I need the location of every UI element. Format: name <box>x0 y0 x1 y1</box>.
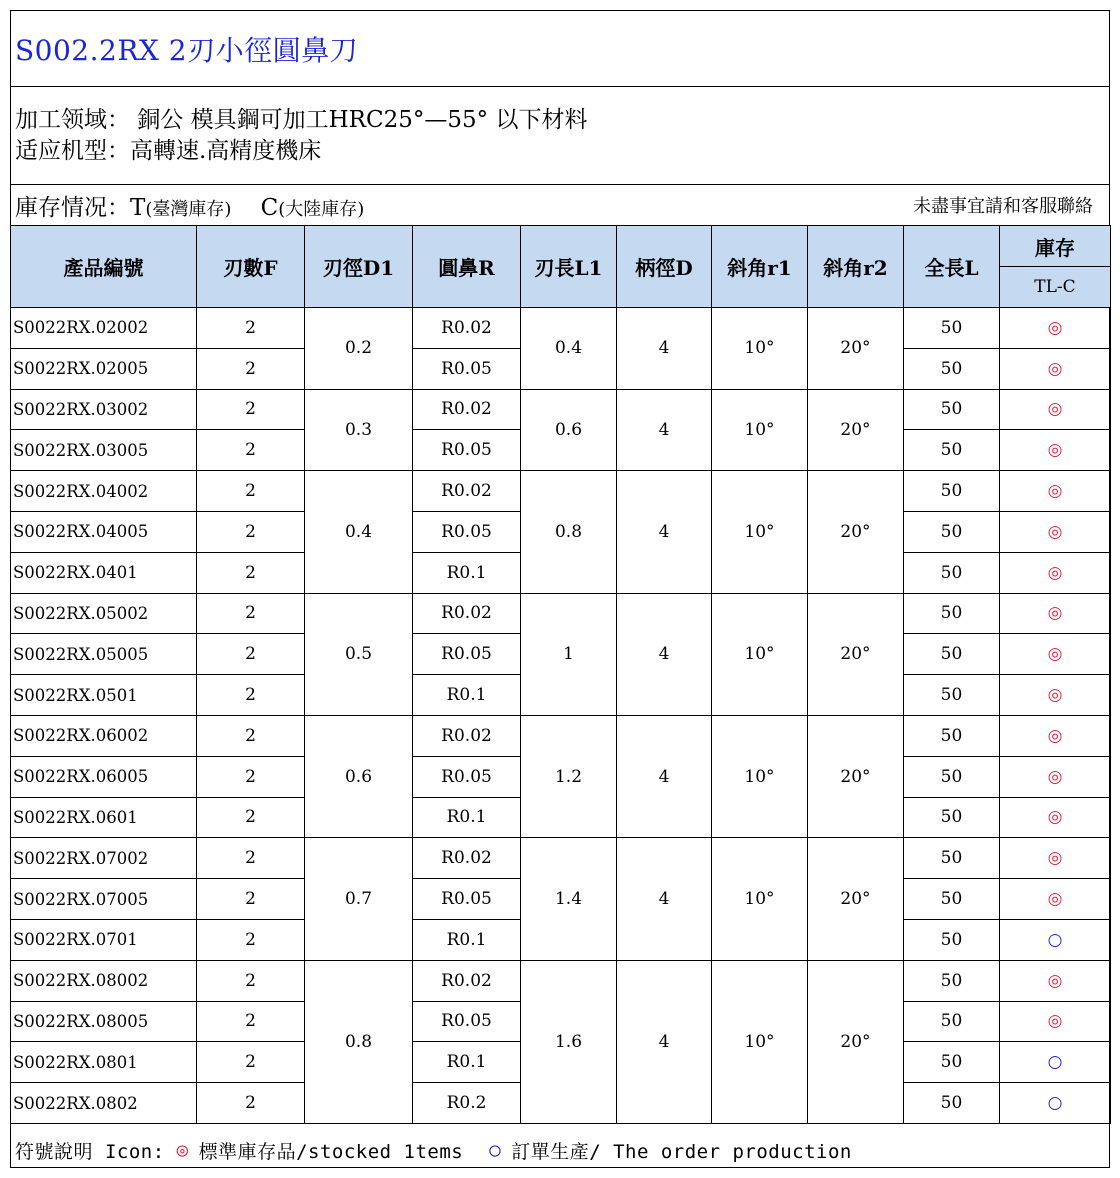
cell-flutes: 2 <box>197 756 305 797</box>
cell-code: S0022RX.07005 <box>11 879 197 920</box>
cell-radius: R0.02 <box>413 593 521 634</box>
cell-r2: 20° <box>808 838 904 960</box>
cell-l1: 1.6 <box>521 960 617 1123</box>
cell-l1: 0.8 <box>521 471 617 593</box>
cell-length: 50 <box>904 471 1000 512</box>
cell-r2: 20° <box>808 308 904 390</box>
cell-radius: R0.1 <box>413 1042 521 1083</box>
cell-code: S0022RX.02002 <box>11 308 197 349</box>
cell-radius: R0.02 <box>413 389 521 430</box>
header-stock: 庫存 <box>1000 226 1111 267</box>
stock-c-note: (大陸庫存) <box>278 198 365 220</box>
stocked-icon: ◎ <box>1000 634 1111 675</box>
cell-r1: 10° <box>712 593 808 715</box>
cell-length: 50 <box>904 389 1000 430</box>
cell-l1: 0.6 <box>521 389 617 471</box>
cell-shank: 4 <box>617 838 712 960</box>
cell-radius: R0.05 <box>413 756 521 797</box>
cell-flutes: 2 <box>197 960 305 1001</box>
legend-order-text: 訂單生產/ The order production <box>511 1140 852 1163</box>
cell-flutes: 2 <box>197 1083 305 1124</box>
cell-d1: 0.6 <box>305 715 413 837</box>
cell-flutes: 2 <box>197 634 305 675</box>
cell-code: S0022RX.05005 <box>11 634 197 675</box>
stocked-icon: ◎ <box>1000 960 1111 1001</box>
cell-radius: R0.02 <box>413 715 521 756</box>
order-icon: ○ <box>1000 1042 1111 1083</box>
cell-l1: 1.2 <box>521 715 617 837</box>
stocked-icon: ◎ <box>1000 552 1111 593</box>
cell-length: 50 <box>904 634 1000 675</box>
cell-r1: 10° <box>712 471 808 593</box>
cell-flutes: 2 <box>197 879 305 920</box>
cell-code: S0022RX.04005 <box>11 511 197 552</box>
cell-radius: R0.05 <box>413 511 521 552</box>
cell-flutes: 2 <box>197 1042 305 1083</box>
stocked-icon: ◎ <box>1000 471 1111 512</box>
cell-code: S0022RX.0601 <box>11 797 197 838</box>
stock-label: 庫存情况：T <box>15 194 146 221</box>
cell-d1: 0.3 <box>305 389 413 471</box>
header-d1: 刃徑D1 <box>305 226 413 308</box>
cell-code: S0022RX.0401 <box>11 552 197 593</box>
cell-code: S0022RX.0501 <box>11 675 197 716</box>
cell-r1: 10° <box>712 838 808 960</box>
header-r1: 斜角r1 <box>712 226 808 308</box>
cell-radius: R0.02 <box>413 308 521 349</box>
cell-shank: 4 <box>617 389 712 471</box>
cell-l1: 0.4 <box>521 308 617 390</box>
cell-flutes: 2 <box>197 552 305 593</box>
cell-code: S0022RX.03002 <box>11 389 197 430</box>
spec-table <box>10 225 1111 1124</box>
cell-length: 50 <box>904 797 1000 838</box>
cell-flutes: 2 <box>197 471 305 512</box>
cell-length: 50 <box>904 1042 1000 1083</box>
info-section <box>11 87 1109 185</box>
cell-radius: R0.02 <box>413 838 521 879</box>
cell-flutes: 2 <box>197 348 305 389</box>
cell-length: 50 <box>904 838 1000 879</box>
cell-r2: 20° <box>808 715 904 837</box>
table-row <box>11 593 1111 634</box>
cell-l1: 1.4 <box>521 838 617 960</box>
cell-length: 50 <box>904 1083 1000 1124</box>
order-icon: ○ <box>1000 1083 1111 1124</box>
cell-length: 50 <box>904 552 1000 593</box>
cell-radius: R0.05 <box>413 1001 521 1042</box>
cell-flutes: 2 <box>197 593 305 634</box>
legend-label: 符號說明 Icon: <box>15 1140 165 1163</box>
cell-r2: 20° <box>808 960 904 1123</box>
cell-length: 50 <box>904 675 1000 716</box>
cell-code: S0022RX.06005 <box>11 756 197 797</box>
cell-r2: 20° <box>808 389 904 471</box>
header-d: 柄徑D <box>617 226 712 308</box>
info-application: 加工领域： 銅公 模具鋼可加工HRC25°—55° 以下材料 <box>15 107 588 133</box>
cell-flutes: 2 <box>197 838 305 879</box>
cell-flutes: 2 <box>197 430 305 471</box>
cell-radius: R0.05 <box>413 879 521 920</box>
cell-length: 50 <box>904 348 1000 389</box>
contact-note: 未盡事宜請和客服聯絡 <box>913 196 1093 217</box>
cell-length: 50 <box>904 430 1000 471</box>
cell-shank: 4 <box>617 471 712 593</box>
cell-radius: R0.2 <box>413 1083 521 1124</box>
cell-flutes: 2 <box>197 919 305 960</box>
stocked-icon: ◎ <box>1000 1001 1111 1042</box>
stocked-icon: ◎ <box>1000 511 1111 552</box>
stocked-icon: ◎ <box>1000 756 1111 797</box>
cell-radius: R0.05 <box>413 348 521 389</box>
cell-d1: 0.4 <box>305 471 413 593</box>
cell-length: 50 <box>904 756 1000 797</box>
header-r: 圓鼻R <box>413 226 521 308</box>
stock-status <box>15 189 364 222</box>
table-row <box>11 308 1111 349</box>
stocked-icon: ◎ <box>1000 838 1111 879</box>
cell-length: 50 <box>904 919 1000 960</box>
cell-flutes: 2 <box>197 715 305 756</box>
cell-radius: R0.05 <box>413 634 521 675</box>
cell-length: 50 <box>904 593 1000 634</box>
cell-length: 50 <box>904 308 1000 349</box>
stocked-icon: ◎ <box>1000 308 1111 349</box>
cell-radius: R0.1 <box>413 919 521 960</box>
cell-code: S0022RX.04002 <box>11 471 197 512</box>
stocked-icon: ◎ <box>176 1139 189 1161</box>
cell-d1: 0.8 <box>305 960 413 1123</box>
table-row <box>11 389 1111 430</box>
cell-radius: R0.02 <box>413 471 521 512</box>
title-bar <box>11 11 1109 87</box>
cell-d1: 0.2 <box>305 308 413 390</box>
stocked-icon: ◎ <box>1000 879 1111 920</box>
stocked-icon: ◎ <box>1000 348 1111 389</box>
order-icon: ○ <box>1000 919 1111 960</box>
legend-stocked-text: 標準庫存品/stocked 1tems <box>198 1140 464 1163</box>
cell-code: S0022RX.0801 <box>11 1042 197 1083</box>
stocked-icon: ◎ <box>1000 430 1111 471</box>
header-l: 全長L <box>904 226 1000 308</box>
cell-flutes: 2 <box>197 308 305 349</box>
header-r2: 斜角r2 <box>808 226 904 308</box>
cell-code: S0022RX.06002 <box>11 715 197 756</box>
header-stock-sub: TL-C <box>1000 267 1111 308</box>
stocked-icon: ◎ <box>1000 389 1111 430</box>
cell-code: S0022RX.0701 <box>11 919 197 960</box>
cell-length: 50 <box>904 879 1000 920</box>
cell-radius: R0.05 <box>413 430 521 471</box>
order-icon: ○ <box>489 1139 502 1161</box>
cell-code: S0022RX.03005 <box>11 430 197 471</box>
info-machine: 适应机型：高轉速.高精度機床 <box>15 138 322 164</box>
cell-flutes: 2 <box>197 797 305 838</box>
cell-radius: R0.02 <box>413 960 521 1001</box>
cell-radius: R0.1 <box>413 552 521 593</box>
cell-r1: 10° <box>712 308 808 390</box>
cell-shank: 4 <box>617 960 712 1123</box>
cell-shank: 4 <box>617 593 712 715</box>
cell-code: S0022RX.02005 <box>11 348 197 389</box>
stocked-icon: ◎ <box>1000 715 1111 756</box>
stock-t-note: (臺灣庫存) <box>145 198 232 220</box>
stocked-icon: ◎ <box>1000 675 1111 716</box>
cell-shank: 4 <box>617 308 712 390</box>
cell-radius: R0.1 <box>413 675 521 716</box>
header-flutes: 刃數F <box>197 226 305 308</box>
header-l1: 刃長L1 <box>521 226 617 308</box>
cell-r2: 20° <box>808 471 904 593</box>
stock-c: C <box>260 194 279 221</box>
cell-shank: 4 <box>617 715 712 837</box>
cell-l1: 1 <box>521 593 617 715</box>
table-row <box>11 471 1111 512</box>
cell-d1: 0.7 <box>305 838 413 960</box>
page-title: S002.2RX 2刃小徑圓鼻刀 <box>15 33 359 67</box>
cell-code: S0022RX.08005 <box>11 1001 197 1042</box>
cell-radius: R0.1 <box>413 797 521 838</box>
table-row <box>11 838 1111 879</box>
cell-length: 50 <box>904 1001 1000 1042</box>
cell-flutes: 2 <box>197 511 305 552</box>
cell-r1: 10° <box>712 389 808 471</box>
table-row <box>11 715 1111 756</box>
cell-length: 50 <box>904 511 1000 552</box>
stocked-icon: ◎ <box>1000 797 1111 838</box>
cell-length: 50 <box>904 960 1000 1001</box>
legend <box>15 1132 852 1168</box>
cell-code: S0022RX.05002 <box>11 593 197 634</box>
spec-sheet <box>10 10 1110 1168</box>
stocked-icon: ◎ <box>1000 593 1111 634</box>
stock-bar <box>11 185 1109 225</box>
cell-r2: 20° <box>808 593 904 715</box>
cell-code: S0022RX.0802 <box>11 1083 197 1124</box>
cell-flutes: 2 <box>197 389 305 430</box>
header-code: 產品編號 <box>11 226 197 308</box>
cell-d1: 0.5 <box>305 593 413 715</box>
cell-r1: 10° <box>712 960 808 1123</box>
cell-r1: 10° <box>712 715 808 837</box>
cell-code: S0022RX.07002 <box>11 838 197 879</box>
cell-flutes: 2 <box>197 1001 305 1042</box>
cell-code: S0022RX.08002 <box>11 960 197 1001</box>
cell-flutes: 2 <box>197 675 305 716</box>
cell-length: 50 <box>904 715 1000 756</box>
table-row <box>11 960 1111 1001</box>
